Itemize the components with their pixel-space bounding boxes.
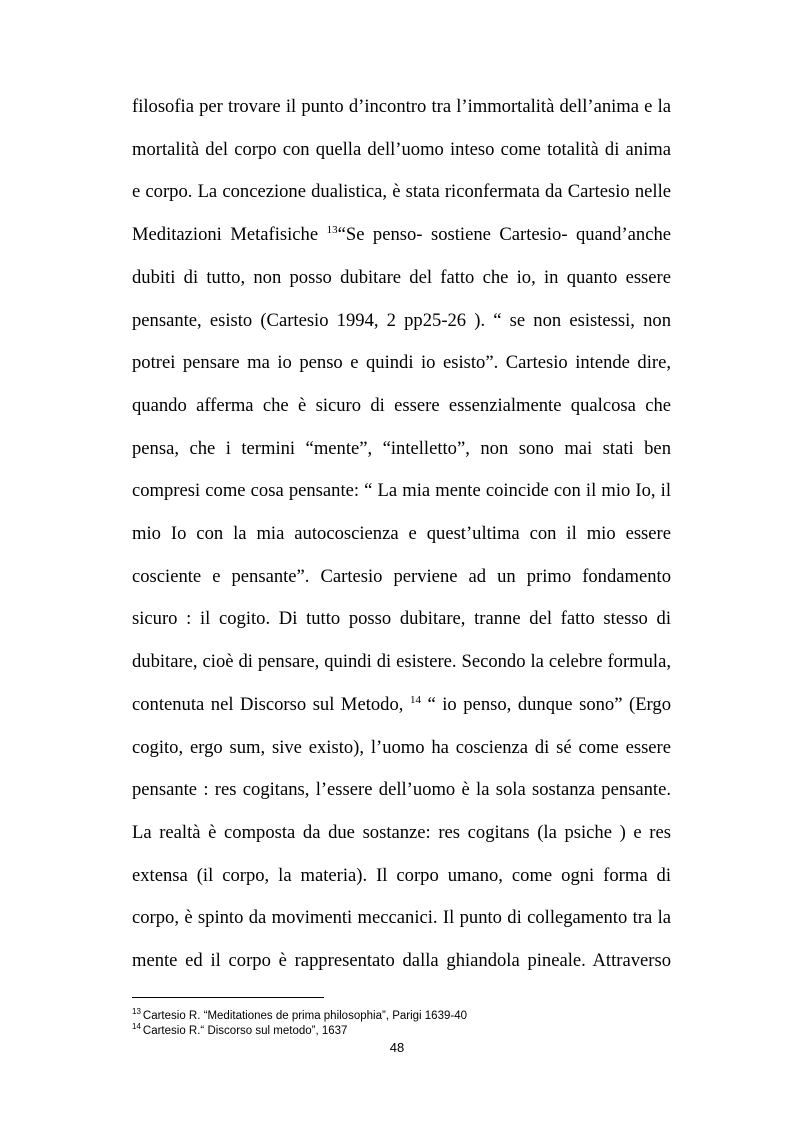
body-line: compresi come cosa pensante: “ La mia mente coincide con il mio Io, il: [132, 480, 671, 502]
body-line-text: Meditazioni Metafisiche: [132, 224, 327, 246]
footnote-reference: 14: [409, 693, 421, 706]
body-line: [132, 223, 671, 247]
body-line: mente ed il corpo è rappresentato dalla ghiandola pineale. Attraverso: [132, 950, 671, 971]
body-line: potrei pensare ma io penso e quindi io esisto”. Cartesio intende dire,: [132, 352, 671, 374]
footnote-13: [132, 1009, 467, 1023]
footnote-text: Cartesio R.“ Discorso sul metodo”, 1637: [142, 1025, 348, 1037]
body-line-text: contenuta nel Discorso sul Metodo,: [132, 693, 410, 715]
footnote-number: 14: [132, 1022, 141, 1031]
body-line: pensante, esisto (Cartesio 1994, 2 pp25-26 ). “ se non esistessi, non: [132, 309, 671, 331]
body-line: cosciente e pensante”. Cartesio perviene ad un primo fondamento: [132, 565, 671, 587]
body-line: filosofia per trovare il punto d’incontro tra l’immortalità dell’anima e la: [132, 96, 671, 117]
footnote-reference: 13: [326, 224, 338, 237]
body-line: pensa, che i termini “mente”, “intelletto”, non sono mai stati ben: [132, 437, 671, 459]
body-line: mortalità del corpo con quella dell’uomo inteso come totalità di anima: [132, 138, 671, 160]
body-line: La realtà è composta da due sostanze: res cogitans (la psiche ) e res: [132, 821, 671, 843]
body-line: e corpo. La concezione dualistica, è stata riconfermata da Cartesio nelle: [132, 181, 671, 203]
body-line: corpo, è spinto da movimenti meccanici. Il punto di collegamento tra la: [132, 907, 671, 929]
body-line: mio Io con la mia autocoscienza e quest’ultima con il mio essere: [132, 523, 671, 544]
body-line: extensa (il corpo, la materia). Il corpo umano, come ogni forma di: [132, 864, 671, 886]
body-line: quando afferma che è sicuro di essere essenzialmente qualcosa che: [132, 394, 671, 416]
body-line-text: “ io penso, dunque sono” (Ergo: [420, 693, 672, 715]
body-line: [132, 693, 671, 717]
body-line: dubiti di tutto, non posso dubitare del fatto che io, in quanto essere: [132, 266, 671, 288]
footnote-text: Cartesio R. “Meditationes de prima philosophia”, Parigi 1639-40: [142, 1010, 467, 1022]
body-line-text: “Se penso- sostiene Cartesio- quand’anche: [337, 224, 671, 246]
footnote-number: 13: [132, 1007, 141, 1016]
body-line: pensante : res cogitans, l’essere dell’uomo è la sola sostanza pensante.: [132, 779, 671, 801]
body-line: cogito, ergo sum, sive existo), l’uomo ha coscienza di sé come essere: [132, 736, 671, 758]
footnote-14: [132, 1024, 347, 1038]
page-number: 48: [389, 1040, 405, 1055]
footnote-separator: [132, 997, 324, 998]
body-line: dubitare, cioè di pensare, quindi di esistere. Secondo la celebre formula,: [132, 651, 671, 673]
body-line: sicuro : il cogito. Di tutto posso dubitare, tranne del fatto stesso di: [132, 608, 671, 630]
